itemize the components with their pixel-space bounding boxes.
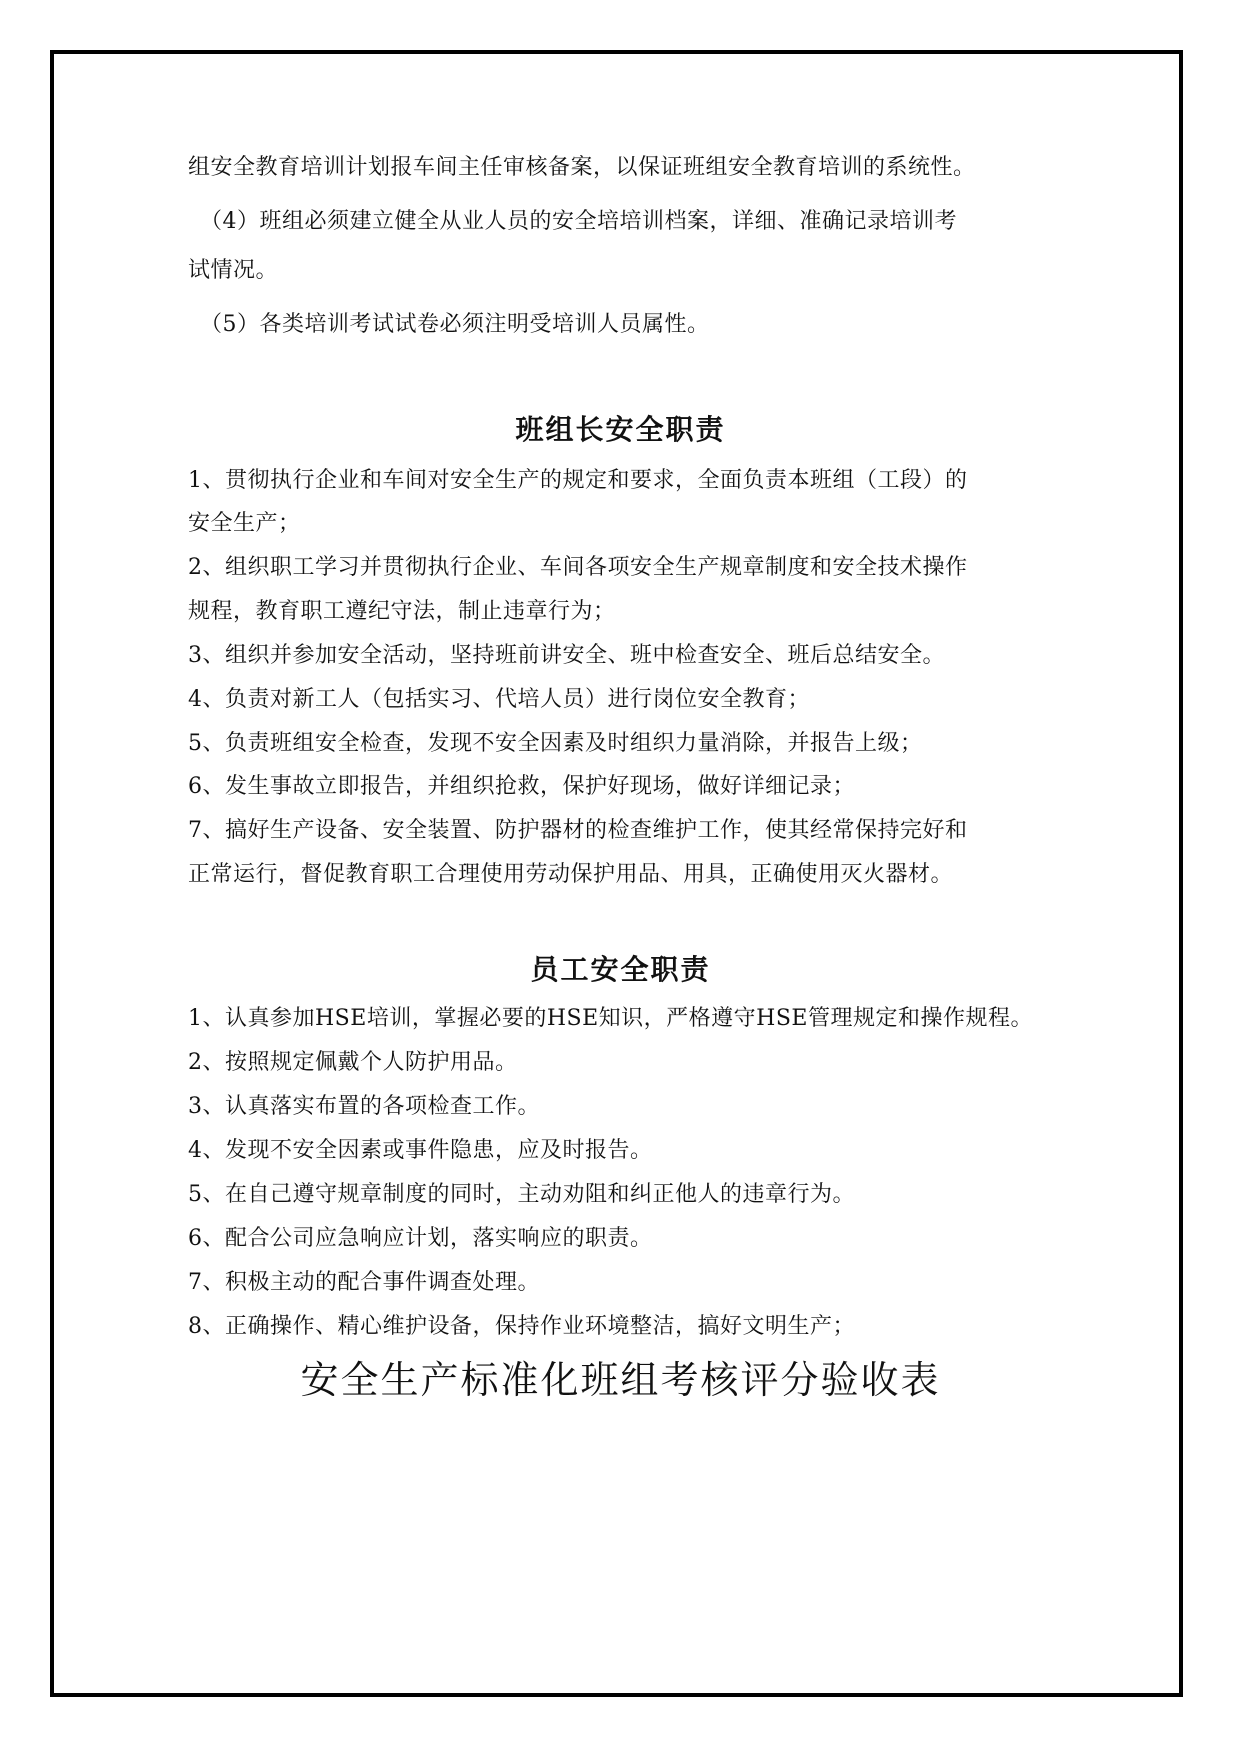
intro-line: 组安全教育培训计划报车间主任审核备案，以保证班组安全教育培训的系统性。 (188, 155, 976, 180)
employee-section-title: 员工安全职责 (530, 953, 711, 986)
employee-duty-line: 7、积极主动的配合事件调查处理。 (188, 1270, 540, 1295)
employee-duty-line: 6、配合公司应急响应计划，落实响应的职责。 (188, 1226, 653, 1251)
leader-duty-line: 6、发生事故立即报告，并组织抢救，保护好现场，做好详细记录； (188, 774, 855, 799)
employee-duty-line: 1、认真参加HSE培训，掌握必要的HSE知识，严格遵守HSE管理规定和操作规程。 (188, 1006, 1033, 1031)
employee-duty-line: 3、认真落实布置的各项检查工作。 (188, 1094, 540, 1119)
employee-duty-line: 2、按照规定佩戴个人防护用品。 (188, 1050, 518, 1075)
leader-duty-line: 正常运行，督促教育职工合理使用劳动保护用品、用具，正确使用灭火器材。 (188, 862, 954, 887)
leader-duty-line: 安全生产； (188, 511, 301, 536)
leader-duty-line: 4、负责对新工人（包括实习、代培人员）进行岗位安全教育； (188, 687, 810, 712)
leader-section-title: 班组长安全职责 (515, 413, 726, 446)
employee-duty-line: 4、发现不安全因素或事件隐患，应及时报告。 (188, 1138, 653, 1163)
leader-duty-line: 2、组织职工学习并贯彻执行企业、车间各项安全生产规章制度和安全技术操作 (188, 555, 968, 580)
leader-duty-line: 5、负责班组安全检查，发现不安全因素及时组织力量消除，并报告上级； (188, 731, 923, 756)
leader-duty-line: 规程，教育职工遵纪守法，制止违章行为； (188, 599, 616, 624)
intro-item-5: （5）各类培训考试试卷必须注明受培训人员属性。 (200, 312, 710, 337)
leader-duty-line: 1、贯彻执行企业和车间对安全生产的规定和要求，全面负责本班组（工段）的 (188, 468, 968, 493)
intro-item-4: （4）班组必须建立健全从业人员的安全培培训档案，详细、准确记录培训考 (200, 209, 957, 234)
employee-duty-line: 8、正确操作、精心维护设备，保持作业环境整洁，搞好文明生产； (188, 1314, 855, 1339)
intro-item-4-continued: 试情况。 (188, 258, 279, 283)
acceptance-form-title: 安全生产标准化班组考核评分验收表 (300, 1358, 941, 1402)
leader-duty-line: 7、搞好生产设备、安全装置、防护器材的检查维护工作，使其经常保持完好和 (188, 818, 968, 843)
leader-duty-line: 3、组织并参加安全活动，坚持班前讲安全、班中检查安全、班后总结安全。 (188, 643, 945, 668)
employee-duty-line: 5、在自己遵守规章制度的同时，主动劝阻和纠正他人的违章行为。 (188, 1182, 855, 1207)
